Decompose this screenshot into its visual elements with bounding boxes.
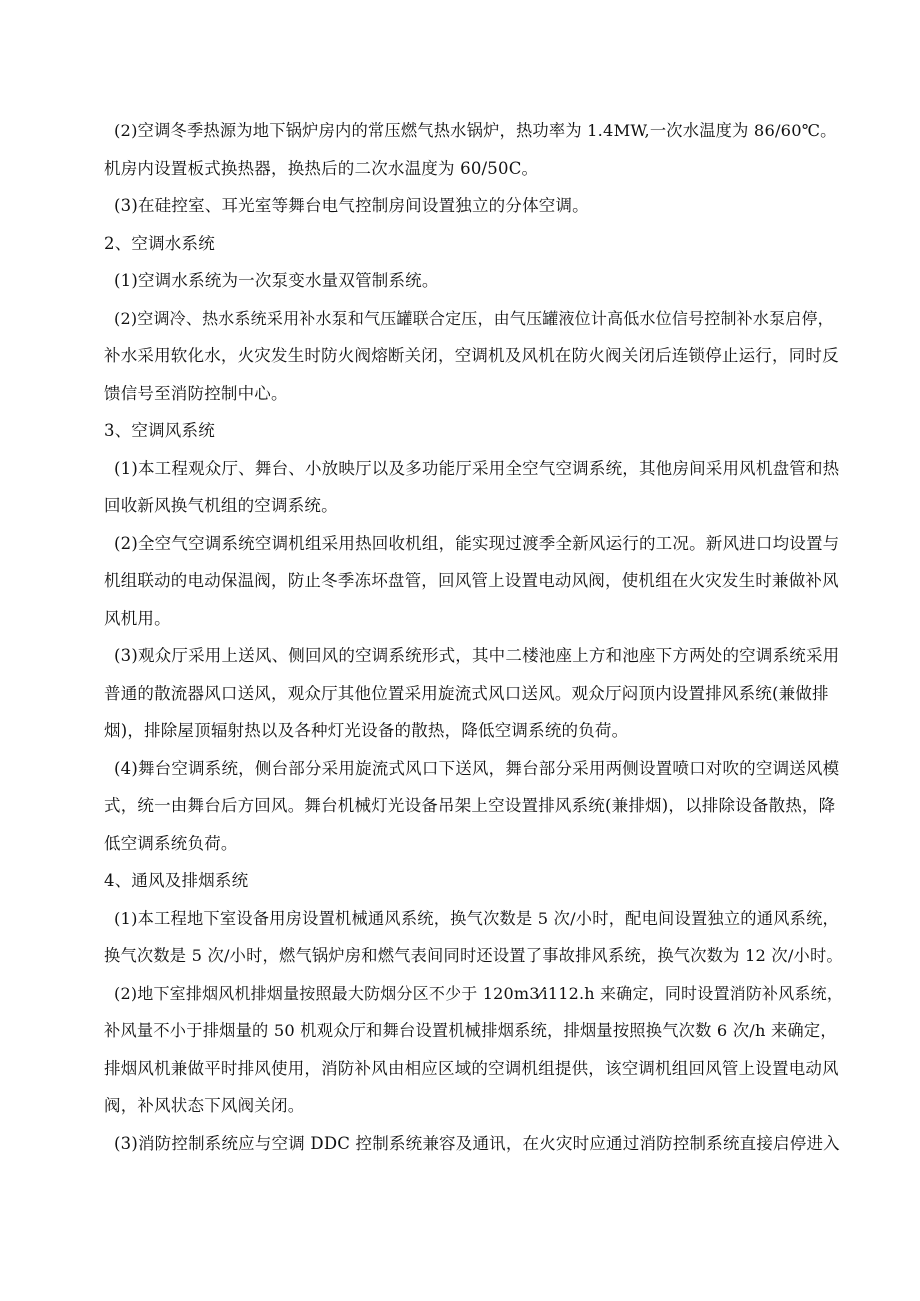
section-heading-water-system: 2、空调水系统 bbox=[104, 233, 215, 253]
text-line: 普通的散流器风口送风，观众厅其他位置采用旋流式风口送风。观众厅闷顶内设置排风系统(兼做排 bbox=[104, 683, 829, 703]
paragraph-air-system-4 bbox=[104, 750, 844, 863]
text-line: 低空调系统负荷。 bbox=[104, 833, 238, 853]
text-line: 馈信号至消防控制中心。 bbox=[104, 383, 288, 403]
text-line: (2)空调冬季热源为地下锅炉房内的常压燃气热水锅炉，热功率为 1.4MW,一次水温度为 86/60℃。 bbox=[114, 121, 837, 140]
document-body bbox=[104, 112, 844, 1162]
text-line: 补水采用软化水，火灾发生时防火阀熔断关闭，空调机及风机在防火阀关闭后连锁停止运行，同时反 bbox=[104, 346, 839, 365]
paragraph-air-system-3 bbox=[104, 637, 844, 750]
paragraph-air-system-1 bbox=[104, 450, 844, 525]
text-line: 机房内设置板式换热器，换热后的二次水温度为 60/50C。 bbox=[104, 158, 539, 178]
text-line: (3)在硅控室、耳光室等舞台电气控制房间设置独立的分体空调。 bbox=[114, 196, 589, 215]
text-line: 阀，补风状态下风阀关闭。 bbox=[104, 1096, 305, 1115]
paragraph-ventilation-3 bbox=[104, 1125, 844, 1163]
text-line: (2)空调冷、热水系统采用补水泵和气压罐联合定压，由气压罐液位计高低水位信号控制补水泵启停， bbox=[114, 308, 834, 328]
text-line: 机组联动的电动保温阀，防止冬季冻坏盘管，回风管上设置电动风阀，使机组在火灾发生时兼做补风 bbox=[104, 571, 839, 590]
text-line: (1)本工程观众厅、舞台、小放映厅以及多功能厅采用全空气空调系统，其他房间采用风机盘管和热 bbox=[114, 458, 840, 478]
text-line: 烟)，排除屋顶辐射热以及各种灯光设备的散热，降低空调系统的负荷。 bbox=[104, 721, 629, 740]
section-heading-ventilation: 4、通风及排烟系统 bbox=[104, 871, 249, 890]
text-line: (3)观众厅采用上送风、侧回风的空调系统形式，其中二楼池座上方和池座下方两处的空调系统采用 bbox=[114, 646, 840, 665]
text-line: 换气次数是 5 次/小时，燃气锅炉房和燃气表间同时还设置了事故排风系统，换气次数为 12 次/小时。 bbox=[104, 946, 843, 965]
text-line: 风机用。 bbox=[104, 608, 171, 628]
text-line: 补风量不小于排烟量的 50 机观众厅和舞台设置机械排烟系统，排烟量按照换气次数 6 次/h 来确定， bbox=[104, 1021, 837, 1040]
text-line: (4)舞台空调系统，侧台部分采用旋流式风口下送风，舞台部分采用两侧设置喷口对吹的空调送风模 bbox=[114, 758, 840, 778]
paragraph-air-system-2 bbox=[104, 525, 844, 638]
section-heading-air-system: 3、空调风系统 bbox=[104, 421, 215, 440]
text-line: (2)全空气空调系统空调机组采用热回收机组，能实现过渡季全新风运行的工况。新风进口均设置与 bbox=[114, 533, 840, 553]
paragraph-heat-source bbox=[104, 112, 844, 187]
text-line: 式，统一由舞台后方回风。舞台机械灯光设备吊架上空设置排风系统(兼排烟)，以排除设备散热，降 bbox=[104, 796, 836, 815]
text-line: 排烟风机兼做平时排风使用，消防补风由相应区域的空调机组提供，该空调机组回风管上设置电动风 bbox=[104, 1058, 839, 1078]
paragraph-split-ac bbox=[104, 187, 844, 225]
text-line: (2)地下室排烟风机排烟量按照最大防烟分区不少于 120m3⁄i112.h 来确定，同时设置消防补风系统， bbox=[114, 983, 844, 1003]
text-line: (3)消防控制系统应与空调 DDC 控制系统兼容及通讯，在火灾时应通过消防控制系统直接启停进入 bbox=[114, 1133, 840, 1153]
text-line: 回收新风换气机组的空调系统。 bbox=[104, 496, 338, 515]
paragraph-water-system-1 bbox=[104, 262, 844, 300]
text-line: (1)空调水系统为一次泵变水量双管制系统。 bbox=[114, 271, 439, 290]
paragraph-ventilation-2 bbox=[104, 975, 844, 1125]
text-line: (1)本工程地下室设备用房设置机械通风系统，换气次数是 5 次/小时，配电间设置独立的通风系统， bbox=[114, 908, 840, 928]
paragraph-ventilation-1 bbox=[104, 900, 844, 975]
paragraph-water-system-2 bbox=[104, 300, 844, 413]
